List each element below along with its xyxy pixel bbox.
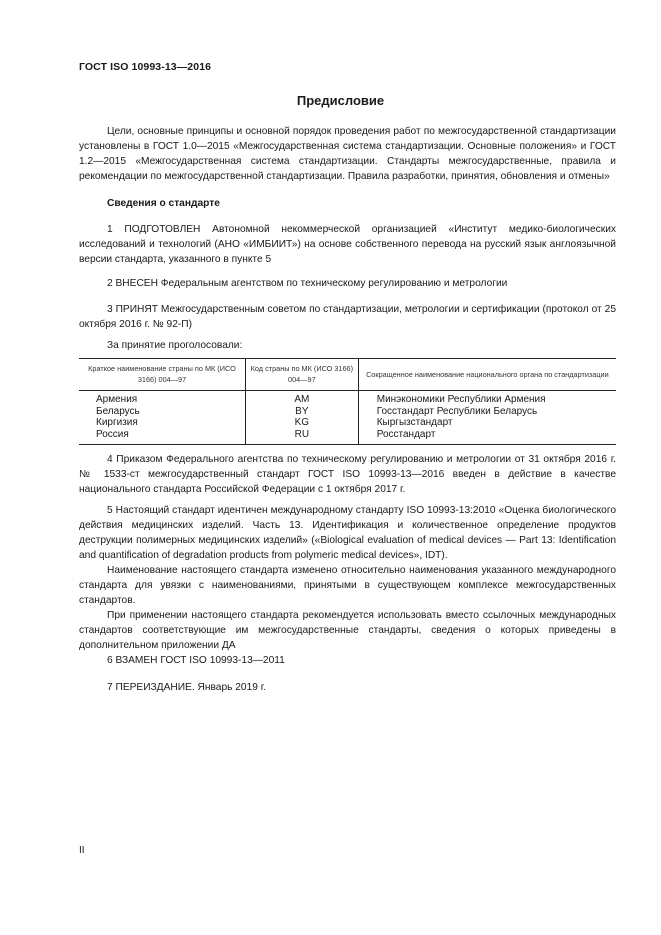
section-subheading: Сведения о стандарте xyxy=(107,198,220,209)
standards-body-name: Росстандарт xyxy=(376,428,436,440)
item-7-text: 7 ПЕРЕИЗДАНИЕ. Январь 2019 г. xyxy=(107,682,267,693)
item-4 xyxy=(79,452,616,497)
page-number: II xyxy=(79,845,85,856)
country-code: BY xyxy=(295,405,309,417)
item-4-text: 4 Приказом Федерального агентства по техническому регулированию и метрологии от 31 октября 2016 г. № 1533-ст межгосударственный стандарт ГОСТ ISO 10993-13—2016 введен в действие в качестве национального стандарта Российской Федерации с 1 октября 2017 г. xyxy=(79,454,616,495)
voting-countries-table xyxy=(79,358,616,445)
country-name: Армения xyxy=(96,394,138,405)
page-title: Предисловие xyxy=(296,93,385,108)
country-code: RU xyxy=(294,428,310,440)
column-header-country: Краткое наименование страны по МК (ИСО 3166) 004—97 xyxy=(79,359,245,391)
item-2-text: 2 ВНЕСЕН Федеральным агентством по техническому регулированию и метрологии xyxy=(107,278,508,289)
vote-intro xyxy=(79,338,616,353)
country-code: AM xyxy=(294,394,310,405)
item-6-text: 6 ВЗАМЕН ГОСТ ISO 10993-13—2011 xyxy=(107,655,285,666)
item-3-text: 3 ПРИНЯТ Межгосударственным советом по стандартизации, метрологии и сертификации (протокол от 25 октября 2016 г. № 92-П) xyxy=(79,304,616,330)
item-5 xyxy=(79,503,616,653)
intro-text: Цели, основные принципы и основной порядок проведения работ по межгосударственной стандартизации установлены в ГОСТ 1.0—2015 «Межгосударственная система стандартизации. Основные положения» и ГОСТ 1.2—2015 «Межгосударственная система стандартизации. Стандарты межгосударственные, правила и рекомендации по межгосударственной стандартизации. Правила разработки, принятия, обновления и отмены» xyxy=(79,126,616,182)
country-code: KG xyxy=(294,417,310,428)
standards-body-name: Госстандарт Республики Беларусь xyxy=(376,405,538,417)
item-1 xyxy=(79,222,616,267)
column-header-body: Сокращенное наименование национального органа по стандартизации xyxy=(358,359,616,391)
table-header-row xyxy=(79,359,616,391)
intro-paragraph xyxy=(79,124,616,184)
item-6 xyxy=(79,653,616,668)
item-2 xyxy=(79,276,616,291)
country-cell xyxy=(79,391,245,445)
country-name: Киргизия xyxy=(96,417,138,428)
country-name: Россия xyxy=(96,428,129,440)
item-3 xyxy=(79,302,616,332)
standards-body-cell xyxy=(358,391,616,445)
code-cell xyxy=(245,391,358,445)
item-5-rename-note: Наименование настоящего стандарта изменено относительно наименования указанного международного стандарта для увязки с наименованиями, принятыми в существующем комплексе межгосударственных стандартов. xyxy=(79,565,616,606)
country-name: Беларусь xyxy=(96,405,140,417)
document-code-header: ГОСТ ISO 10993-13—2016 xyxy=(79,61,212,73)
item-5-references-note: При применении настоящего стандарта рекомендуется использовать вместо ссылочных международных стандартов соответствующие им межгосударственные стандарты, сведения о которых приведены в дополнительном приложении ДА xyxy=(79,610,616,651)
item-7 xyxy=(79,680,616,695)
item-5-text: 5 Настоящий стандарт идентичен международному стандарту ISO 10993-13:2010 «Оценка биологического действия медицинских изделий. Часть 13. Идентификация и количественное определение продуктов деструкции полимерных медицинских изделий» («Biological evaluation of medical devices — Part 13: Identification and quantification of degradation products from polymeric medical devices», IDT). xyxy=(79,505,616,561)
table-row xyxy=(79,391,616,445)
column-header-code: Код страны по МК (ИСО 3166) 004—97 xyxy=(245,359,358,391)
standards-body-name: Кыргызстандарт xyxy=(376,417,453,428)
item-1-text: 1 ПОДГОТОВЛЕН Автономной некоммерческой организацией «Институт медико-биологических исследований и технологий (АНО «ИМБИИТ») на основе собственного перевода на русский язык англоязычной версии стандарта, указанного в пункте 5 xyxy=(79,224,616,265)
standards-body-name: Минэкономики Республики Армения xyxy=(376,394,546,405)
vote-intro-text: За принятие проголосовали: xyxy=(107,340,243,351)
